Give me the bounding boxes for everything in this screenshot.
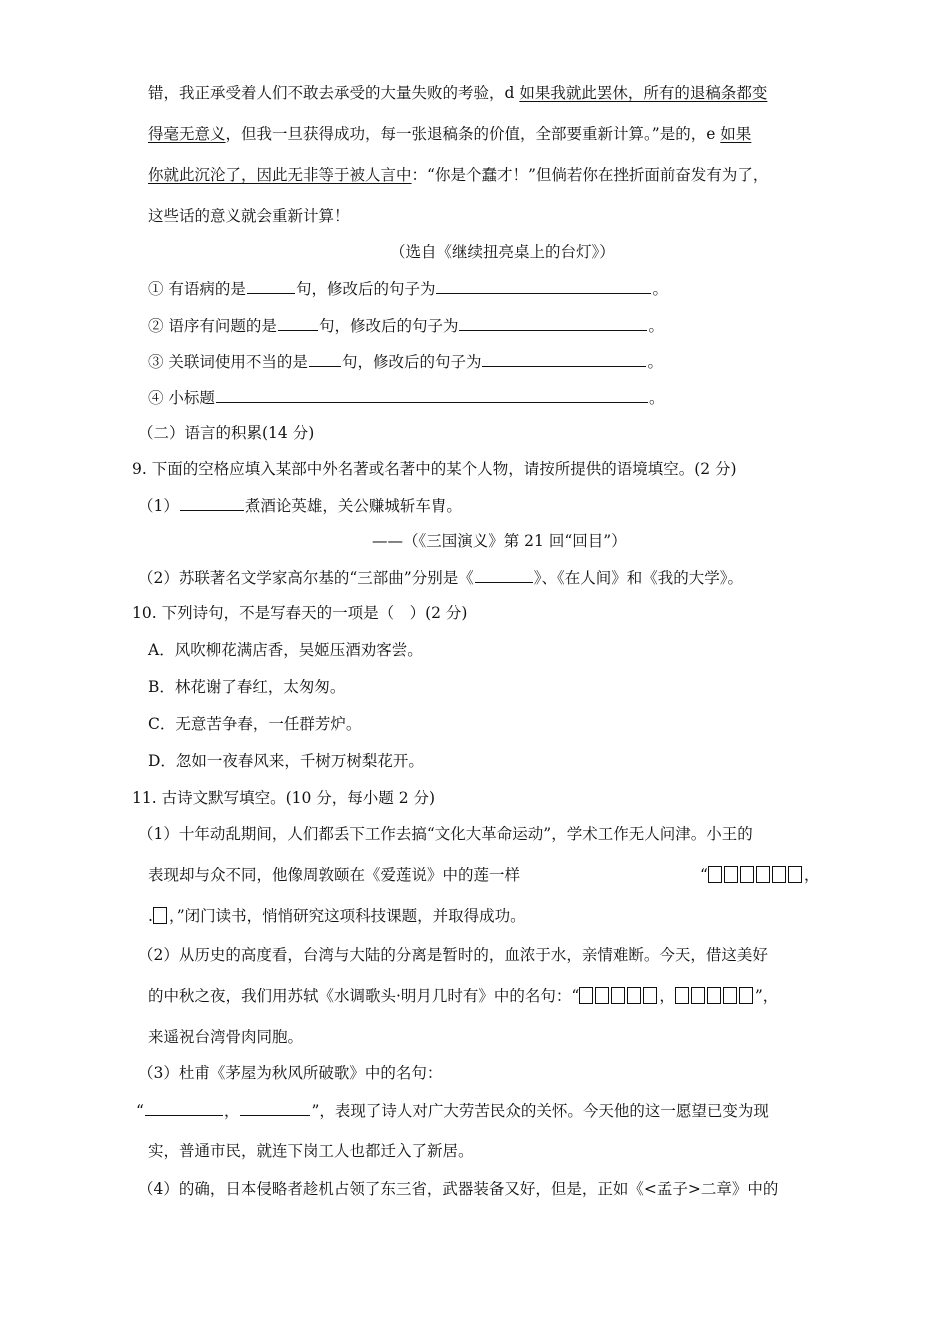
passage-text: ：“你是个蠢才！”但倘若你在挫折面前奋发有为了， (411, 166, 769, 184)
section-heading: （二）语言的积累(14 分) (138, 424, 315, 442)
passage-text: 错，我正承受着人们不敢去承受的大量失败的考验，d (148, 84, 520, 102)
q11-sub-2-line-1: （2）从历史的高度看，台湾与大陆的分离是暂时的，血浓于水，亲情难断。今天，借这美好 (138, 946, 768, 964)
punct: ， (803, 866, 820, 884)
q11-sub-2-line-3: 来遥祝台湾骨肉同胞。 (148, 1028, 304, 1046)
q10-option-b[interactable]: B．林花谢了春红，太匆匆。 (148, 678, 346, 696)
answer-blank[interactable] (459, 315, 647, 331)
punct: ， (659, 987, 675, 1005)
sub-text: （2）苏联著名文学家高尔基的“三部曲”分别是《 (138, 569, 474, 587)
sentence-e-underlined: 如果 (720, 125, 752, 143)
q10-option-c[interactable]: C．无意苦争春，一任群芳炉。 (148, 715, 362, 733)
q11-sub-2-line-2 (148, 986, 778, 1006)
item-end: 。 (648, 317, 664, 335)
item-label: ② 语序有问题的是 (148, 317, 277, 335)
q11-sub-1-line-2: 表现却与众不同，他像周敦颐在《爱莲说》中的莲一样 (148, 866, 521, 884)
sub-text: 的中秋之夜，我们用苏轼《水调歌头·明月几时有》中的名句：“ (148, 987, 580, 1005)
answer-blank[interactable] (240, 1100, 310, 1116)
answer-blank[interactable] (145, 1100, 223, 1116)
item-text: 句，修改后的句子为 (295, 280, 436, 298)
q11-sub-1-boxes (700, 865, 819, 885)
punct: ”， (754, 987, 779, 1005)
passage-text: ，但我一旦获得成功，每一张退稿条的价值，全部要重新计算。”是的，e (225, 125, 721, 143)
punct: “ (136, 1102, 144, 1120)
answer-blank[interactable] (475, 567, 533, 583)
item-end: 。 (652, 280, 668, 298)
q10-stem: 10. 下列诗句，不是写春天的一项是（ ）(2 分) (132, 604, 468, 622)
answer-blank[interactable] (247, 278, 295, 294)
sub-text: ，”闭门读书，悄悄研究这项科技课题，并取得成功。 (168, 907, 526, 925)
passage-line-2 (148, 124, 751, 144)
q10-option-a[interactable]: A．风吹柳花满店香，吴姬压酒劝客尝。 (148, 641, 423, 659)
item-text: 句，修改后的句子为 (341, 353, 482, 371)
q11-sub-1-line-3 (148, 906, 526, 926)
sentence-d-underlined: 如果我就此罢休，所有的退稿条都变 (519, 84, 768, 102)
sentence-e-underlined: 你就此沉沦了，因此无非等于被人言中 (148, 166, 412, 184)
item-label: ① 有语病的是 (148, 280, 246, 298)
q9-stem: 9. 下面的空格应填入某部中外名著或名著中的某个人物，请按所提供的语境填空。(2 分) (132, 460, 737, 478)
q11-sub-3-line-1: （3）杜甫《茅屋为秋风所破歌》中的名句： (138, 1064, 443, 1082)
item-end: 。 (647, 353, 663, 371)
q10-option-d[interactable]: D．忽如一夜春风来，千树万树梨花开。 (148, 752, 424, 770)
missing-chars-boxes[interactable] (675, 986, 755, 1006)
passage-line-4: 这些话的意义就会重新计算！ (148, 207, 350, 225)
missing-char-box[interactable] (153, 907, 167, 924)
passage-line-3 (148, 165, 768, 185)
q8-item-1 (148, 278, 668, 299)
answer-blank[interactable] (436, 278, 651, 294)
passage-line-1 (148, 83, 767, 103)
item-text: 句，修改后的句子为 (318, 317, 459, 335)
quote-mark: “ (700, 866, 708, 884)
sentence-d-underlined: 得毫无意义 (148, 125, 226, 143)
answer-blank[interactable] (309, 351, 341, 367)
item-label: ③ 关联词使用不当的是 (148, 353, 308, 371)
q8-item-4 (148, 387, 664, 408)
answer-blank[interactable] (482, 351, 646, 367)
q8-item-3 (148, 351, 663, 372)
sub-label: （1） (138, 497, 179, 515)
q11-sub-4-line-1: （4）的确，日本侵略者趁机占领了东三省，武器装备又好，但是，正如《<孟子>二章》中的 (138, 1180, 779, 1198)
sub-text: ”，表现了诗人对广大劳苦民众的关怀。今天他的这一愿望已变为现 (311, 1102, 769, 1120)
punct: ， (223, 1102, 240, 1120)
answer-blank[interactable] (180, 495, 244, 511)
q11-stem: 11. 古诗文默写填空。(10 分，每小题 2 分) (132, 789, 436, 807)
item-end: 。 (648, 389, 665, 407)
q11-sub-3-line-3: 实，普通市民，就连下岗工人也都迁入了新居。 (148, 1142, 474, 1160)
q11-sub-1-line-1: （1）十年动乱期间，人们都丢下工作去搞“文化大革命运动”，学术工作无人问津。小王的 (138, 825, 753, 843)
q9-sub-2 (138, 567, 743, 588)
answer-blank[interactable] (278, 315, 318, 331)
passage-source: （选自《继续扭亮桌上的台灯》） (390, 243, 615, 261)
q9-sub-1 (138, 495, 462, 516)
missing-chars-boxes[interactable] (579, 986, 659, 1006)
q11-sub-3-line-2 (136, 1100, 769, 1121)
missing-chars-boxes[interactable] (708, 865, 804, 885)
sub-text: 煮酒论英雄，关公赚城斩车胄。 (244, 497, 462, 515)
item-label: ④ 小标题 (148, 389, 215, 407)
answer-blank[interactable] (216, 387, 648, 403)
q8-item-2 (148, 315, 664, 336)
q9-source: ——（《三国演义》第 21 回“回目”） (372, 532, 627, 550)
punct: . (148, 907, 153, 925)
sub-text: 》、《在人间》和《我的大学》。 (533, 569, 743, 587)
